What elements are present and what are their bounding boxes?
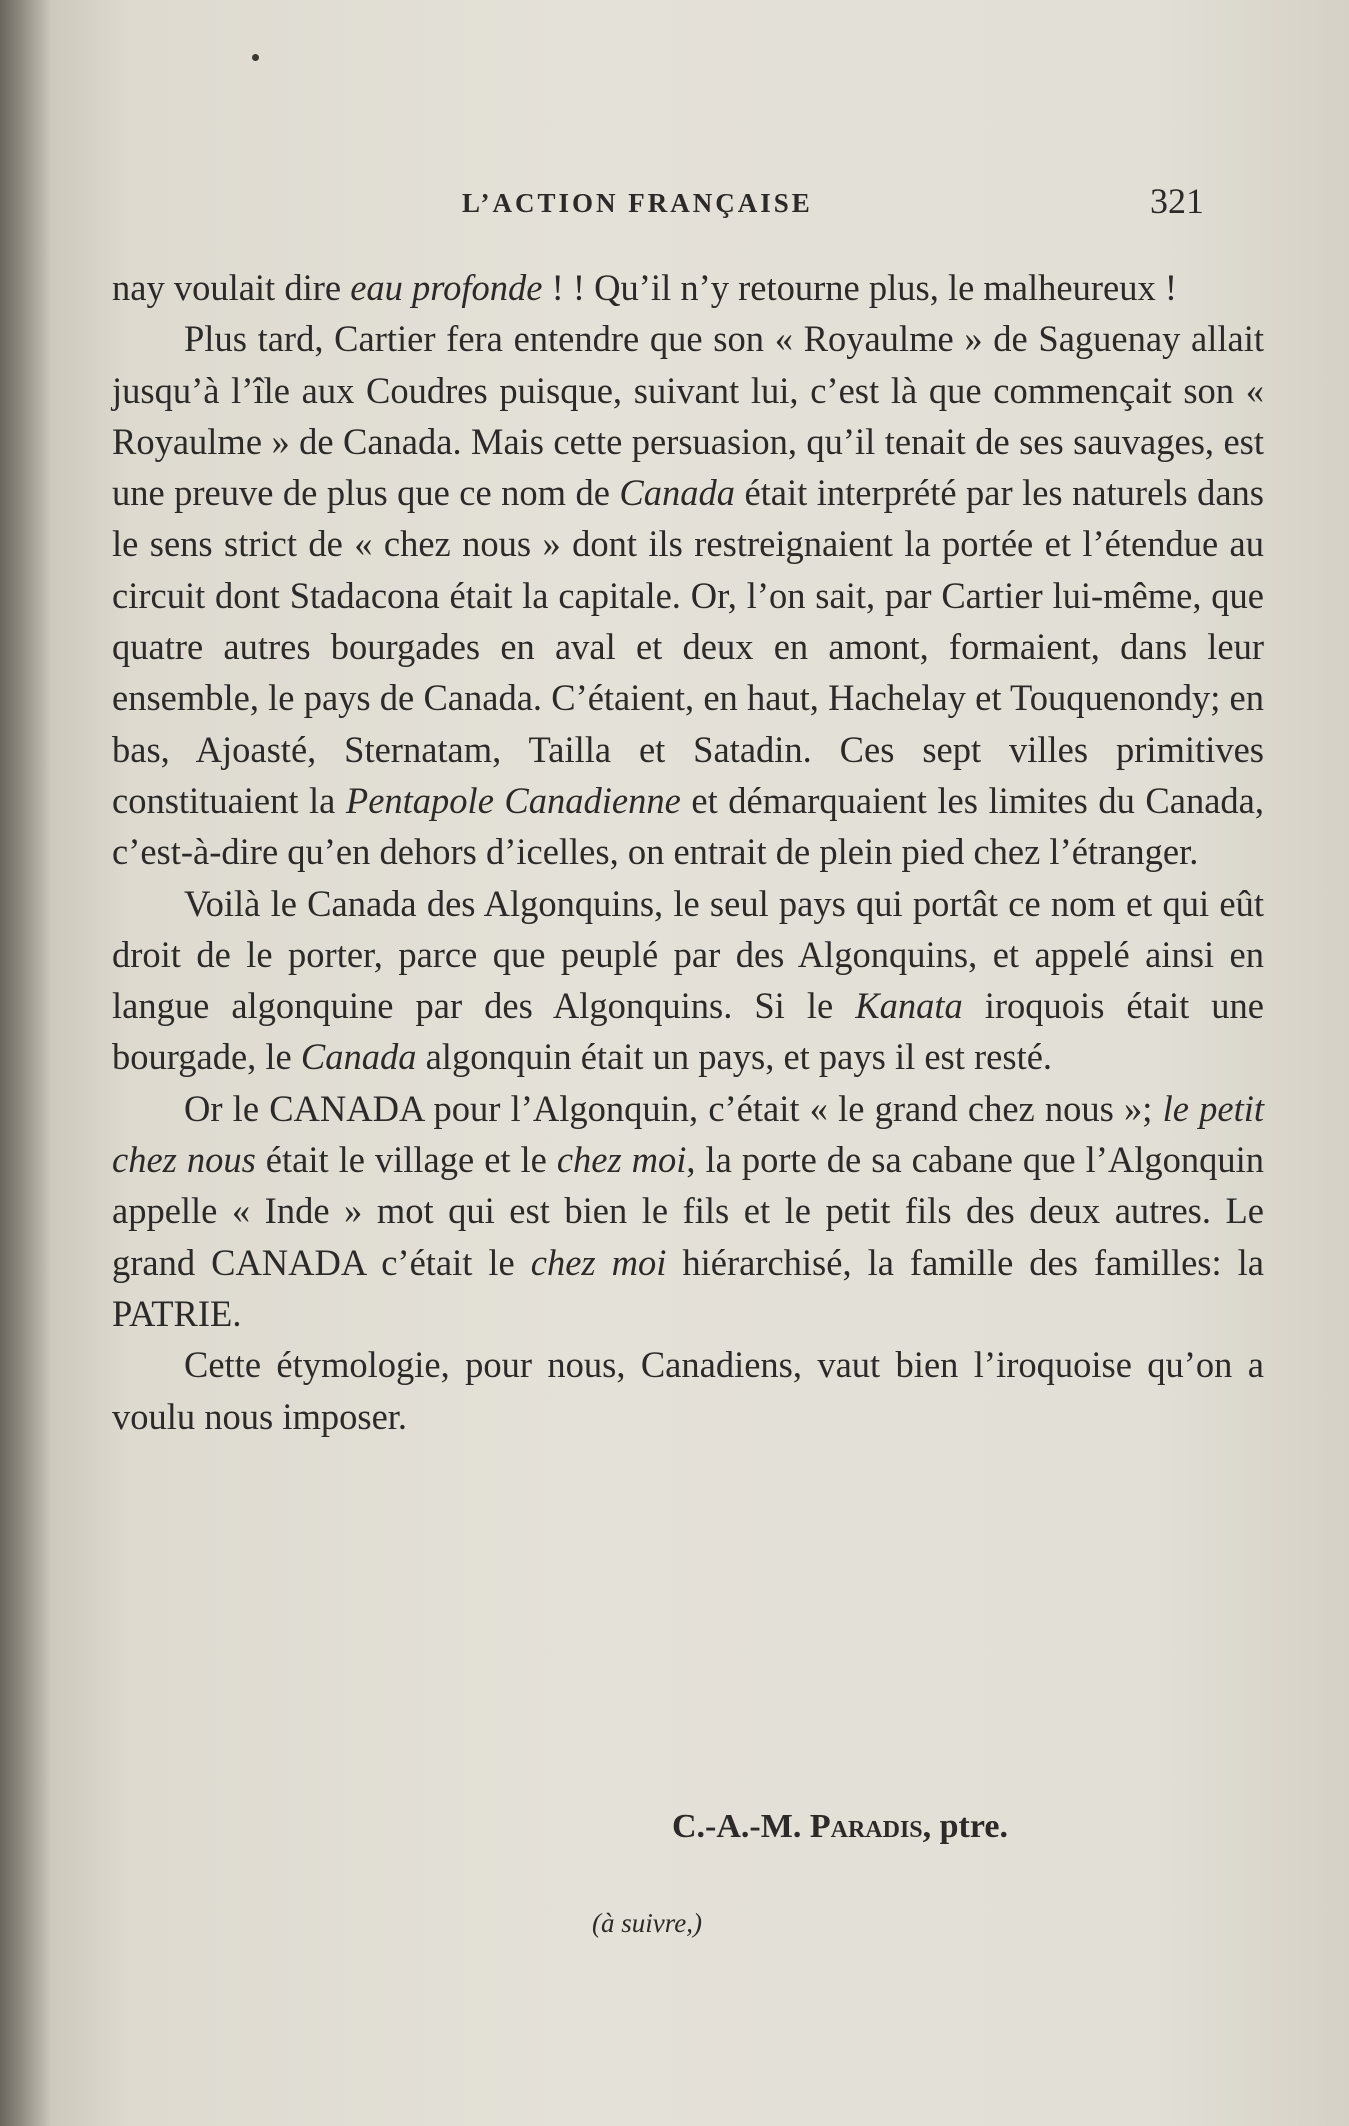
ink-speck: [252, 54, 259, 61]
paragraph-3: Voilà le Canada des Algonquins, le seul pays qui portât ce nom et qui eût droit de le porter, parce que peuplé par des Algonquins, et appelé ainsi en langue algonquine par des Algonquins. Si le Kanata iroquois était une bourgade, le Canada algonquin était un pays, et pays il est resté.: [112, 882, 1264, 1078]
paragraph-2: Plus tard, Cartier fera entendre que son « Royaulme » de Saguenay allait jusqu’à l’île aux Coudres puisque, suivant lui, c’est là que commençait son « Royaulme » de Canada. Mais cette persuasion, qu’il tenait de ses sauvages, est une preuve de plus que ce nom de Canada était interprété par les naturels dans le sens strict de « chez nous » dont ils restreignaient la portée et l’étendue au circuit dont Stadacona était la capitale. Or, l’on sait, par Cartier lui-même, que quatre autres bourgades en aval et deux en amont, formaient, dans leur ensemble, le pays de Canada. C’étaient, en haut, Hachelay et Touquenondy; en bas, Ajoasté, Sternatam, Tailla et Satadin. Ces sept villes primitives constituaient la Pentapole Canadienne et démarquaient les limites du Canada, c’est-à-dire qu’en dehors d’icelles, on entrait de plein pied chez l’étranger.: [112, 318, 1264, 873]
continued-note: (à suivre,): [592, 1908, 702, 1938]
book-page: [52, 0, 1349, 2126]
paragraph-4: Or le CANADA pour l’Algonquin, c’était « le grand chez nous »; le petit chez nous était le village et le chez moi, la porte de sa cabane que l’Algonquin appelle « Inde » mot qui est bien le fils et le petit fils des deux autres. Le grand CANADA c’était le chez moi hiérarchisé, la famille des familles: la PATRIE.: [112, 1087, 1265, 1334]
running-title: L’ACTION FRANÇAISE: [462, 188, 813, 218]
page-header: [52, 181, 1349, 238]
book-binding-gutter: [0, 0, 52, 2126]
paragraph-5: Cette étymologie, pour nous, Canadiens, vaut bien l’iroquoise qu’on a voulu nous imposer.: [112, 1344, 1264, 1437]
body-text: [112, 262, 1264, 1442]
author-signature: C.-A.-M. Paradis, ptre.: [672, 1808, 1008, 1845]
page-number: 321: [1150, 181, 1204, 221]
paragraph-1: nay voulait dire eau profonde ! ! Qu’il n’y retourne plus, le malheureux !: [112, 267, 1177, 308]
